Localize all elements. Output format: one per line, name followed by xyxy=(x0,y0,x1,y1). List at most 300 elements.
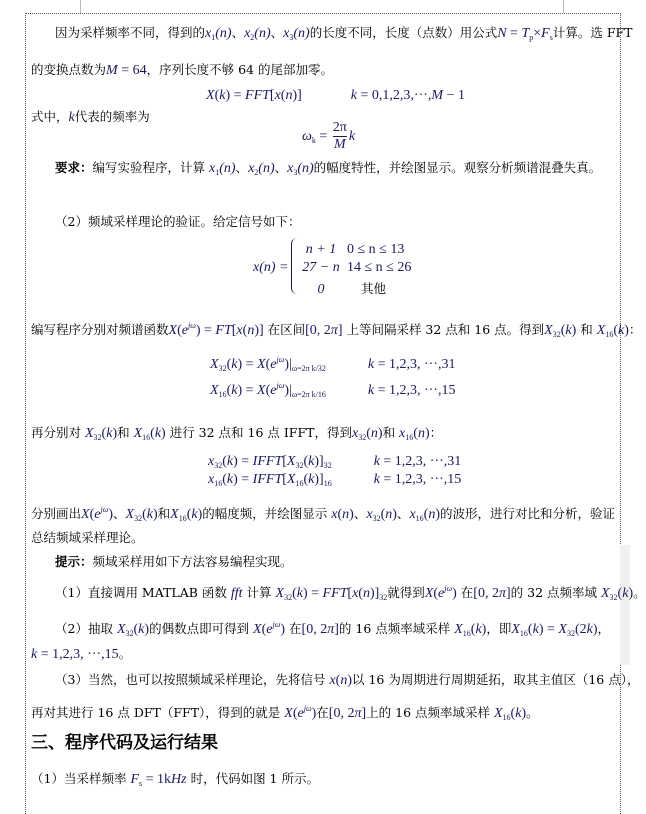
text-line xyxy=(210,378,455,403)
math-run: 16 xyxy=(405,433,414,442)
math-run: x xyxy=(205,26,212,41)
math-run: FFT xyxy=(245,88,270,103)
math-run: k xyxy=(226,472,234,487)
math-run: ) = xyxy=(225,88,246,103)
text-run: 和 xyxy=(157,506,171,521)
math-run: fft xyxy=(230,586,243,601)
page-guide-left xyxy=(80,0,81,13)
math-run: 32 xyxy=(125,629,134,638)
row-cond: 其他 xyxy=(361,281,387,296)
math-run: − 1 xyxy=(443,88,465,103)
math-run: k xyxy=(622,586,629,601)
math-run: 2 xyxy=(254,168,259,177)
text-run: 时，代码如图 1 所示。 xyxy=(186,771,319,786)
text-line xyxy=(55,25,633,46)
math-run: ( xyxy=(89,507,95,522)
page-guide-right xyxy=(563,0,564,13)
text-run: 在 xyxy=(316,705,329,720)
math-run: jω xyxy=(444,584,453,593)
math-run: )] xyxy=(314,472,324,487)
math-run: 32 xyxy=(379,593,388,602)
math-run: 32 xyxy=(218,364,227,373)
math-run: F xyxy=(541,26,550,41)
math-run: 3 xyxy=(289,33,294,42)
math-run: ) xyxy=(435,507,440,522)
row-cond: 0 ≤ n ≤ 13 xyxy=(347,242,405,257)
math-run: 32 xyxy=(214,461,223,470)
math-run: k xyxy=(191,507,198,522)
math-run: ( xyxy=(261,622,267,637)
math-run: n xyxy=(340,673,348,688)
math-run: X xyxy=(257,383,266,398)
math-run: 16 xyxy=(178,514,187,523)
math-run: ( xyxy=(142,507,147,522)
math-run: n xyxy=(370,426,378,441)
math-run: 32 xyxy=(609,593,618,602)
math-run: k xyxy=(373,454,380,469)
math-run: k xyxy=(350,88,358,103)
math-run: k xyxy=(231,357,238,372)
math-run: = 1,2,3, ···,15 xyxy=(379,472,462,487)
math-run: ( xyxy=(265,357,271,372)
math-run: 16 xyxy=(295,479,304,488)
math-run: ) = xyxy=(538,622,559,637)
text-run: 因为采样频率不同，得到的 xyxy=(55,25,206,40)
math-run: X xyxy=(210,383,219,398)
math-run: ) xyxy=(571,323,577,338)
math-run: T xyxy=(521,26,530,41)
math-run: π xyxy=(354,706,362,721)
math-run: 16 xyxy=(462,629,471,638)
math-run: 32 xyxy=(358,433,367,442)
text-run: 三、程序代码及运行结果 xyxy=(31,733,218,753)
text-run: 频域采样用如下方法容易编程实现。 xyxy=(92,554,293,569)
math-run: (n) xyxy=(215,26,232,41)
math-run: x xyxy=(208,472,215,487)
math-run: x xyxy=(236,323,243,338)
math-run: [ xyxy=(231,323,237,338)
text-line xyxy=(31,109,150,126)
section-heading xyxy=(31,735,218,752)
text-run: （1）当采样频率 xyxy=(31,771,131,786)
math-run: ) xyxy=(152,507,158,522)
math-run: k xyxy=(532,622,539,637)
math-run: ) xyxy=(311,706,317,721)
math-run: x xyxy=(283,26,290,41)
math-run: x xyxy=(329,673,336,688)
math-run: ( xyxy=(101,426,107,441)
math-run: 16 xyxy=(415,514,424,523)
text-run: 总结频域采样理论。 xyxy=(31,530,144,545)
math-run: k xyxy=(106,426,113,441)
text-run: （2）频域采样理论的验证。给定信号如下： xyxy=(55,214,301,229)
text-run: 、 xyxy=(270,25,284,40)
math-run: [ xyxy=(282,472,287,487)
text-run: 。 xyxy=(118,646,132,661)
text-run: 、 xyxy=(274,160,288,175)
math-run: [ xyxy=(282,454,287,469)
math-run: 32 xyxy=(372,514,381,523)
math-run: ω=2π k/16 xyxy=(291,390,326,399)
math-run: k xyxy=(565,323,572,338)
text-line xyxy=(31,62,333,79)
math-run: (2 xyxy=(574,622,587,637)
math-run: k xyxy=(373,472,380,487)
text-run: 、 xyxy=(396,506,410,521)
text-run: 进行 32 点和 16 点 IFFT，得到 xyxy=(165,425,352,440)
text-run: 计算。选 FFT xyxy=(552,25,633,40)
math-run: ) = xyxy=(237,383,258,398)
math-run: X xyxy=(493,706,503,721)
text-run: 的长度不同，长度（点数）用公式 xyxy=(309,25,498,40)
math-run: [ xyxy=(269,88,275,103)
text-line xyxy=(31,646,131,663)
text-line xyxy=(55,617,610,642)
math-run: )] xyxy=(314,454,324,469)
math-run: ) xyxy=(624,323,629,338)
math-run: FT xyxy=(215,323,232,338)
text-line xyxy=(31,425,442,446)
math-run: X xyxy=(253,622,262,637)
math-run: X xyxy=(600,586,610,601)
math-run: ] xyxy=(505,586,511,601)
math-run: IFFT xyxy=(252,472,283,487)
math-run: ( xyxy=(222,454,227,469)
math-run: ) xyxy=(392,507,397,522)
math-run: X xyxy=(257,357,266,372)
math-run: ) xyxy=(481,622,487,637)
math-run: k xyxy=(146,507,153,522)
fraction xyxy=(333,120,347,153)
math-run: x xyxy=(287,161,294,176)
math-run: ) xyxy=(108,507,114,522)
row-expr: n + 1 xyxy=(305,242,337,257)
text-run: 和 xyxy=(576,322,597,337)
math-run: jω xyxy=(272,620,281,629)
math-run: X xyxy=(168,323,178,338)
math-run: ] xyxy=(334,622,339,637)
math-run: (n) xyxy=(297,161,314,176)
math-run: ( xyxy=(510,706,516,721)
row-cond: 14 ≤ n ≤ 26 xyxy=(347,260,412,275)
math-run: ) xyxy=(424,426,430,441)
math-run xyxy=(326,357,368,372)
math-run: N xyxy=(497,26,507,41)
math-run: ( xyxy=(303,472,309,487)
math-run: ) xyxy=(280,622,286,637)
text-run: ， xyxy=(597,621,611,636)
math-run: X xyxy=(284,706,293,721)
math-run: n xyxy=(247,323,255,338)
math-run: ) xyxy=(377,426,383,441)
math-run: ( xyxy=(527,622,533,637)
math-run: X xyxy=(286,472,296,487)
math-run: ( xyxy=(226,383,232,398)
math-run: [0, 2 xyxy=(301,622,328,637)
math-run: 32 xyxy=(93,433,102,442)
piecewise-lhs: x(n) = xyxy=(253,260,289,275)
text-run: ： xyxy=(628,322,642,337)
piecewise-row xyxy=(295,260,411,276)
text-line xyxy=(55,672,639,689)
math-run: )] xyxy=(369,586,380,601)
math-run: 16 xyxy=(214,479,223,488)
math-run: e xyxy=(270,383,277,398)
math-run: X xyxy=(84,426,94,441)
text-line xyxy=(55,581,646,606)
math-run: jω xyxy=(276,355,285,364)
text-line xyxy=(31,771,319,792)
math-run: x xyxy=(352,586,359,601)
math-run: ] xyxy=(337,323,343,338)
text-run: 计算 xyxy=(242,585,276,600)
math-run: )] xyxy=(254,323,264,338)
math-run: 32 xyxy=(284,593,293,602)
math-run: X xyxy=(116,622,126,637)
math-run: n xyxy=(285,88,293,103)
math-run: = 1,2,3, ···,31 xyxy=(379,454,462,469)
math-run: X xyxy=(81,507,90,522)
math-run: ( xyxy=(366,426,371,441)
math-run: 1 xyxy=(211,33,216,42)
math-run: k xyxy=(515,706,522,721)
math-run: M xyxy=(431,88,444,103)
math-run: ( xyxy=(214,88,220,103)
math-run: ) xyxy=(592,622,598,637)
row-expr: 27 − n xyxy=(302,260,340,275)
omega-subscript: k xyxy=(311,136,316,145)
text-line xyxy=(31,502,615,527)
math-run: ) = xyxy=(302,586,323,601)
text-run: 的 32 点频率域 xyxy=(510,585,601,600)
math-run: (n) xyxy=(219,161,236,176)
math-run: X xyxy=(133,426,143,441)
math-run: ) = xyxy=(233,472,253,487)
text-run: 在 xyxy=(285,621,302,636)
math-run: ( xyxy=(303,454,309,469)
math-run: X xyxy=(454,622,463,637)
math-run: ) xyxy=(521,706,527,721)
math-run: ( xyxy=(617,586,623,601)
text-run: （1）直接调用 MATLAB 函数 xyxy=(55,585,231,600)
math-run: ( xyxy=(413,426,418,441)
math-run: k xyxy=(308,454,315,469)
text-run: （2）抽取 xyxy=(55,621,117,636)
math-run: jω xyxy=(276,381,285,390)
math-run: ( xyxy=(133,622,139,637)
math-run: = xyxy=(506,26,522,41)
math-run: 16 xyxy=(218,390,227,399)
math-run: ) xyxy=(452,586,457,601)
text-run: 的波形，进行对比和分析，验证 xyxy=(440,506,616,521)
text-line xyxy=(55,214,300,230)
math-run: k xyxy=(586,622,593,637)
math-run: 32 xyxy=(552,330,561,339)
text-run: ： xyxy=(429,425,443,440)
text-line xyxy=(210,352,455,377)
math-run: 16 xyxy=(519,629,528,638)
text-line xyxy=(31,318,641,343)
math-run xyxy=(332,454,374,469)
math-run: x xyxy=(274,88,281,103)
text-run: 的幅度特性，并绘图显示。观察分析频谱混叠失真。 xyxy=(313,160,602,175)
text-run: 的变换点数为 xyxy=(31,62,107,77)
math-run: 16 xyxy=(323,479,332,488)
math-run: s xyxy=(139,779,143,788)
math-run: ( xyxy=(337,507,343,522)
math-run: ( xyxy=(433,586,439,601)
math-run: M xyxy=(106,63,118,78)
math-run: ( xyxy=(613,323,618,338)
math-run: ) xyxy=(347,673,352,688)
math-run: k xyxy=(31,647,38,662)
text-run: 编写实验程序，计算 xyxy=(92,160,209,175)
math-run: (n) xyxy=(258,161,275,176)
text-line xyxy=(206,87,465,104)
math-run: x xyxy=(331,507,338,522)
text-line xyxy=(31,530,144,546)
text-run: 和 xyxy=(382,425,400,440)
text-line xyxy=(31,701,539,726)
math-run: ( xyxy=(265,383,271,398)
text-run: 提示： xyxy=(55,554,93,569)
math-run: 16 xyxy=(502,713,511,722)
math-run: ω=2π k/32 xyxy=(291,364,326,373)
math-run: X xyxy=(286,454,296,469)
math-run: ) = xyxy=(233,454,253,469)
math-run: X xyxy=(125,507,135,522)
math-run: X xyxy=(544,323,553,338)
text-run: 的偶数点即可得到 xyxy=(149,621,254,636)
math-run: π xyxy=(330,323,338,338)
fraction-numerator: 2π xyxy=(332,120,347,135)
math-run: ( xyxy=(150,426,155,441)
math-run: X xyxy=(558,622,567,637)
text-run: 的幅度频，并绘图显示 xyxy=(202,506,332,521)
text-line xyxy=(208,471,461,492)
math-run: ( xyxy=(292,706,298,721)
math-run: n xyxy=(342,507,350,522)
math-run: (n) xyxy=(254,26,271,41)
math-run: ( xyxy=(222,472,227,487)
text-run: 再分别对 xyxy=(31,425,85,440)
math-run: n xyxy=(428,507,436,522)
math-run: ( xyxy=(358,586,363,601)
math-run: e xyxy=(438,586,445,601)
math-run: 32 xyxy=(134,514,143,523)
math-run: x xyxy=(399,426,406,441)
math-run: 16 xyxy=(142,433,151,442)
math-run: x xyxy=(409,507,416,522)
math-run: ( xyxy=(292,586,297,601)
text-run: ，即 xyxy=(486,621,512,636)
text-run: 再对其进行 16 点 DFT（FFT），得到的就是 xyxy=(31,705,285,720)
math-run: x xyxy=(352,426,359,441)
math-run: ( xyxy=(242,323,248,338)
math-run: X xyxy=(596,323,606,338)
math-run: ) xyxy=(144,622,150,637)
math-run: k xyxy=(308,472,315,487)
math-run: ( xyxy=(335,673,341,688)
math-run: [0, 2 xyxy=(328,706,355,721)
math-run: = 0,1,2,3,···, xyxy=(357,88,432,103)
text-run: 要求： xyxy=(55,160,93,175)
math-run: [0, 2 xyxy=(305,323,331,338)
math-run: X xyxy=(275,586,285,601)
math-run xyxy=(326,383,368,398)
math-run: ) xyxy=(112,426,118,441)
math-run: )] xyxy=(292,88,302,103)
text-run: 以 16 为周期进行周期延拓，取其主值区（16 点）， xyxy=(352,672,640,687)
text-run: 、 xyxy=(235,160,249,175)
math-run: k xyxy=(138,622,145,637)
math-run: k xyxy=(617,323,625,338)
math-run: π xyxy=(327,622,335,637)
math-run: ) xyxy=(628,586,634,601)
math-run: X xyxy=(170,507,179,522)
math-run: x xyxy=(244,26,251,41)
math-run: jω xyxy=(303,704,312,713)
piecewise-row xyxy=(295,242,404,258)
math-run: (n) xyxy=(293,26,310,41)
math-run: 32 xyxy=(566,629,575,638)
math-run: e xyxy=(270,357,277,372)
omega-symbol: ω xyxy=(302,129,312,144)
math-run: Hz xyxy=(171,772,187,787)
text-run: 编写程序分别对频谱函数 xyxy=(31,322,169,337)
omega-formula xyxy=(302,120,355,153)
math-run: e xyxy=(297,706,304,721)
math-run: x xyxy=(208,454,215,469)
math-run: k xyxy=(367,383,375,398)
math-run: = 1,2,3, ···,15 xyxy=(374,383,456,398)
math-run: x xyxy=(366,507,373,522)
math-run: ( xyxy=(423,507,429,522)
math-run xyxy=(332,472,374,487)
text-run: 分别画出 xyxy=(31,506,82,521)
math-run: 2 xyxy=(250,33,255,42)
math-run: = 1,2,3, ···,15 xyxy=(37,647,119,662)
math-run: s xyxy=(549,33,553,42)
math-run: [ xyxy=(347,586,353,601)
math-run: ( xyxy=(280,88,286,103)
text-run: 、 xyxy=(353,506,367,521)
math-run: n xyxy=(417,426,425,441)
text-run: 的 16 点频率域采样 xyxy=(338,621,455,636)
math-run: F xyxy=(130,772,139,787)
row-expr: 0 xyxy=(317,282,325,297)
math-run: 1 xyxy=(215,168,220,177)
text-run: ，序列长度不够 64 的尾部加零。 xyxy=(146,62,333,77)
math-run: k xyxy=(296,586,303,601)
math-run: k xyxy=(219,88,226,103)
math-run: k xyxy=(475,622,482,637)
math-run: )| xyxy=(284,383,292,398)
text-run: 在 xyxy=(456,585,474,600)
text-run: 代表的频率为 xyxy=(74,109,150,124)
math-run: 3 xyxy=(293,168,298,177)
text-run: 、 xyxy=(231,25,245,40)
math-run: n xyxy=(385,507,393,522)
text-run: 上等间隔采样 32 点和 16 点。得到 xyxy=(342,322,545,337)
math-run: k xyxy=(231,383,238,398)
math-run: k xyxy=(68,110,75,125)
math-run: X xyxy=(210,357,219,372)
math-run: X xyxy=(511,622,520,637)
math-run: 16 xyxy=(605,330,614,339)
math-run: [0, 2 xyxy=(473,586,499,601)
math-run: n xyxy=(362,586,370,601)
